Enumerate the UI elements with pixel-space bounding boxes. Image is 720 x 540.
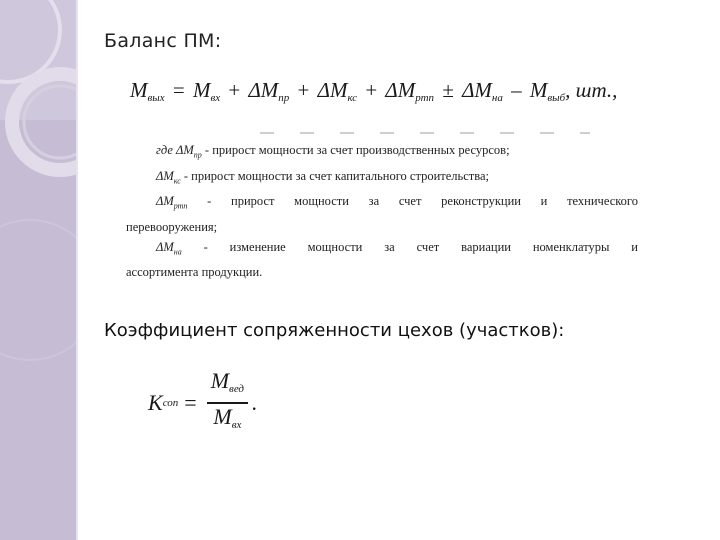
definition-line bbox=[126, 140, 638, 166]
formula-operator: ± bbox=[442, 78, 454, 102]
formula-term: M bbox=[210, 368, 230, 393]
definition-text: - прирост мощности за счет производственных ресурсов; bbox=[201, 143, 510, 157]
fraction-denominator bbox=[209, 404, 245, 438]
definitions-block bbox=[126, 140, 638, 282]
definition-text: - изменение мощности за счет вариации номенклатуры и bbox=[181, 239, 638, 254]
definition-text: - прирост мощности за счет реконструкции и технического bbox=[187, 194, 638, 208]
definition-symbol: ΔM bbox=[156, 194, 174, 208]
balance-formula bbox=[130, 78, 618, 104]
definition-line: перевооружения; bbox=[126, 219, 218, 234]
definition-text: - прирост мощности за счет капитального строительства; bbox=[180, 168, 489, 183]
sidebar-decoration bbox=[0, 0, 78, 540]
formula-subscript: вх bbox=[231, 418, 242, 431]
formula-operator: = bbox=[184, 389, 197, 415]
sidebar-divider bbox=[76, 0, 78, 540]
definition-subscript: пр bbox=[193, 150, 202, 160]
formula-term: M bbox=[130, 78, 148, 102]
coefficient-formula bbox=[148, 368, 258, 438]
formula-term: M bbox=[529, 78, 548, 102]
formula-term: K bbox=[148, 389, 163, 415]
formula-operator: + bbox=[228, 78, 241, 102]
definition-symbol: где ΔM bbox=[156, 143, 194, 157]
fraction-numerator bbox=[207, 368, 248, 402]
faded-text-remnant bbox=[260, 132, 590, 134]
formula-subscript: вх bbox=[210, 92, 221, 104]
formula-subscript: вых bbox=[147, 92, 165, 104]
formula-term: ΔM bbox=[385, 78, 416, 102]
slide-heading: Баланс ПМ: bbox=[104, 30, 222, 52]
definition-symbol: ΔM bbox=[156, 239, 174, 254]
definition-line bbox=[126, 191, 638, 217]
definition-line: ассортимента продукции. bbox=[126, 265, 263, 279]
formula-operator: = bbox=[172, 78, 185, 102]
formula-term: ΔM bbox=[317, 78, 348, 102]
definition-subscript: кс bbox=[173, 176, 181, 185]
formula-term: ΔM bbox=[462, 78, 492, 102]
formula-fraction bbox=[207, 368, 248, 438]
formula-operator: + bbox=[365, 78, 378, 102]
formula-subscript: вед bbox=[229, 383, 244, 395]
formula-operator: + bbox=[297, 78, 310, 102]
formula-unit: , шт., bbox=[565, 78, 618, 102]
decorative-circles bbox=[0, 0, 78, 540]
definition-subscript: ртп bbox=[173, 201, 188, 211]
definition-line bbox=[126, 166, 638, 192]
formula-subscript: ртп bbox=[415, 92, 435, 104]
formula-subscript: кс bbox=[347, 92, 358, 104]
coefficient-heading: Коэффициент сопряженности цехов (участков): bbox=[104, 320, 565, 341]
definition-line bbox=[126, 237, 638, 263]
formula-end: . bbox=[252, 389, 258, 415]
definition-subscript: на bbox=[173, 247, 182, 256]
definition-symbol: ΔM bbox=[156, 168, 174, 183]
formula-term: M bbox=[213, 403, 232, 429]
formula-subscript: выб bbox=[547, 92, 566, 104]
formula-operator: – bbox=[511, 78, 522, 102]
formula-term: M bbox=[192, 78, 211, 102]
formula-subscript: на bbox=[491, 92, 503, 104]
formula-term: ΔM bbox=[248, 78, 279, 102]
formula-subscript: пр bbox=[278, 92, 290, 104]
formula-subscript: соп bbox=[162, 396, 179, 409]
